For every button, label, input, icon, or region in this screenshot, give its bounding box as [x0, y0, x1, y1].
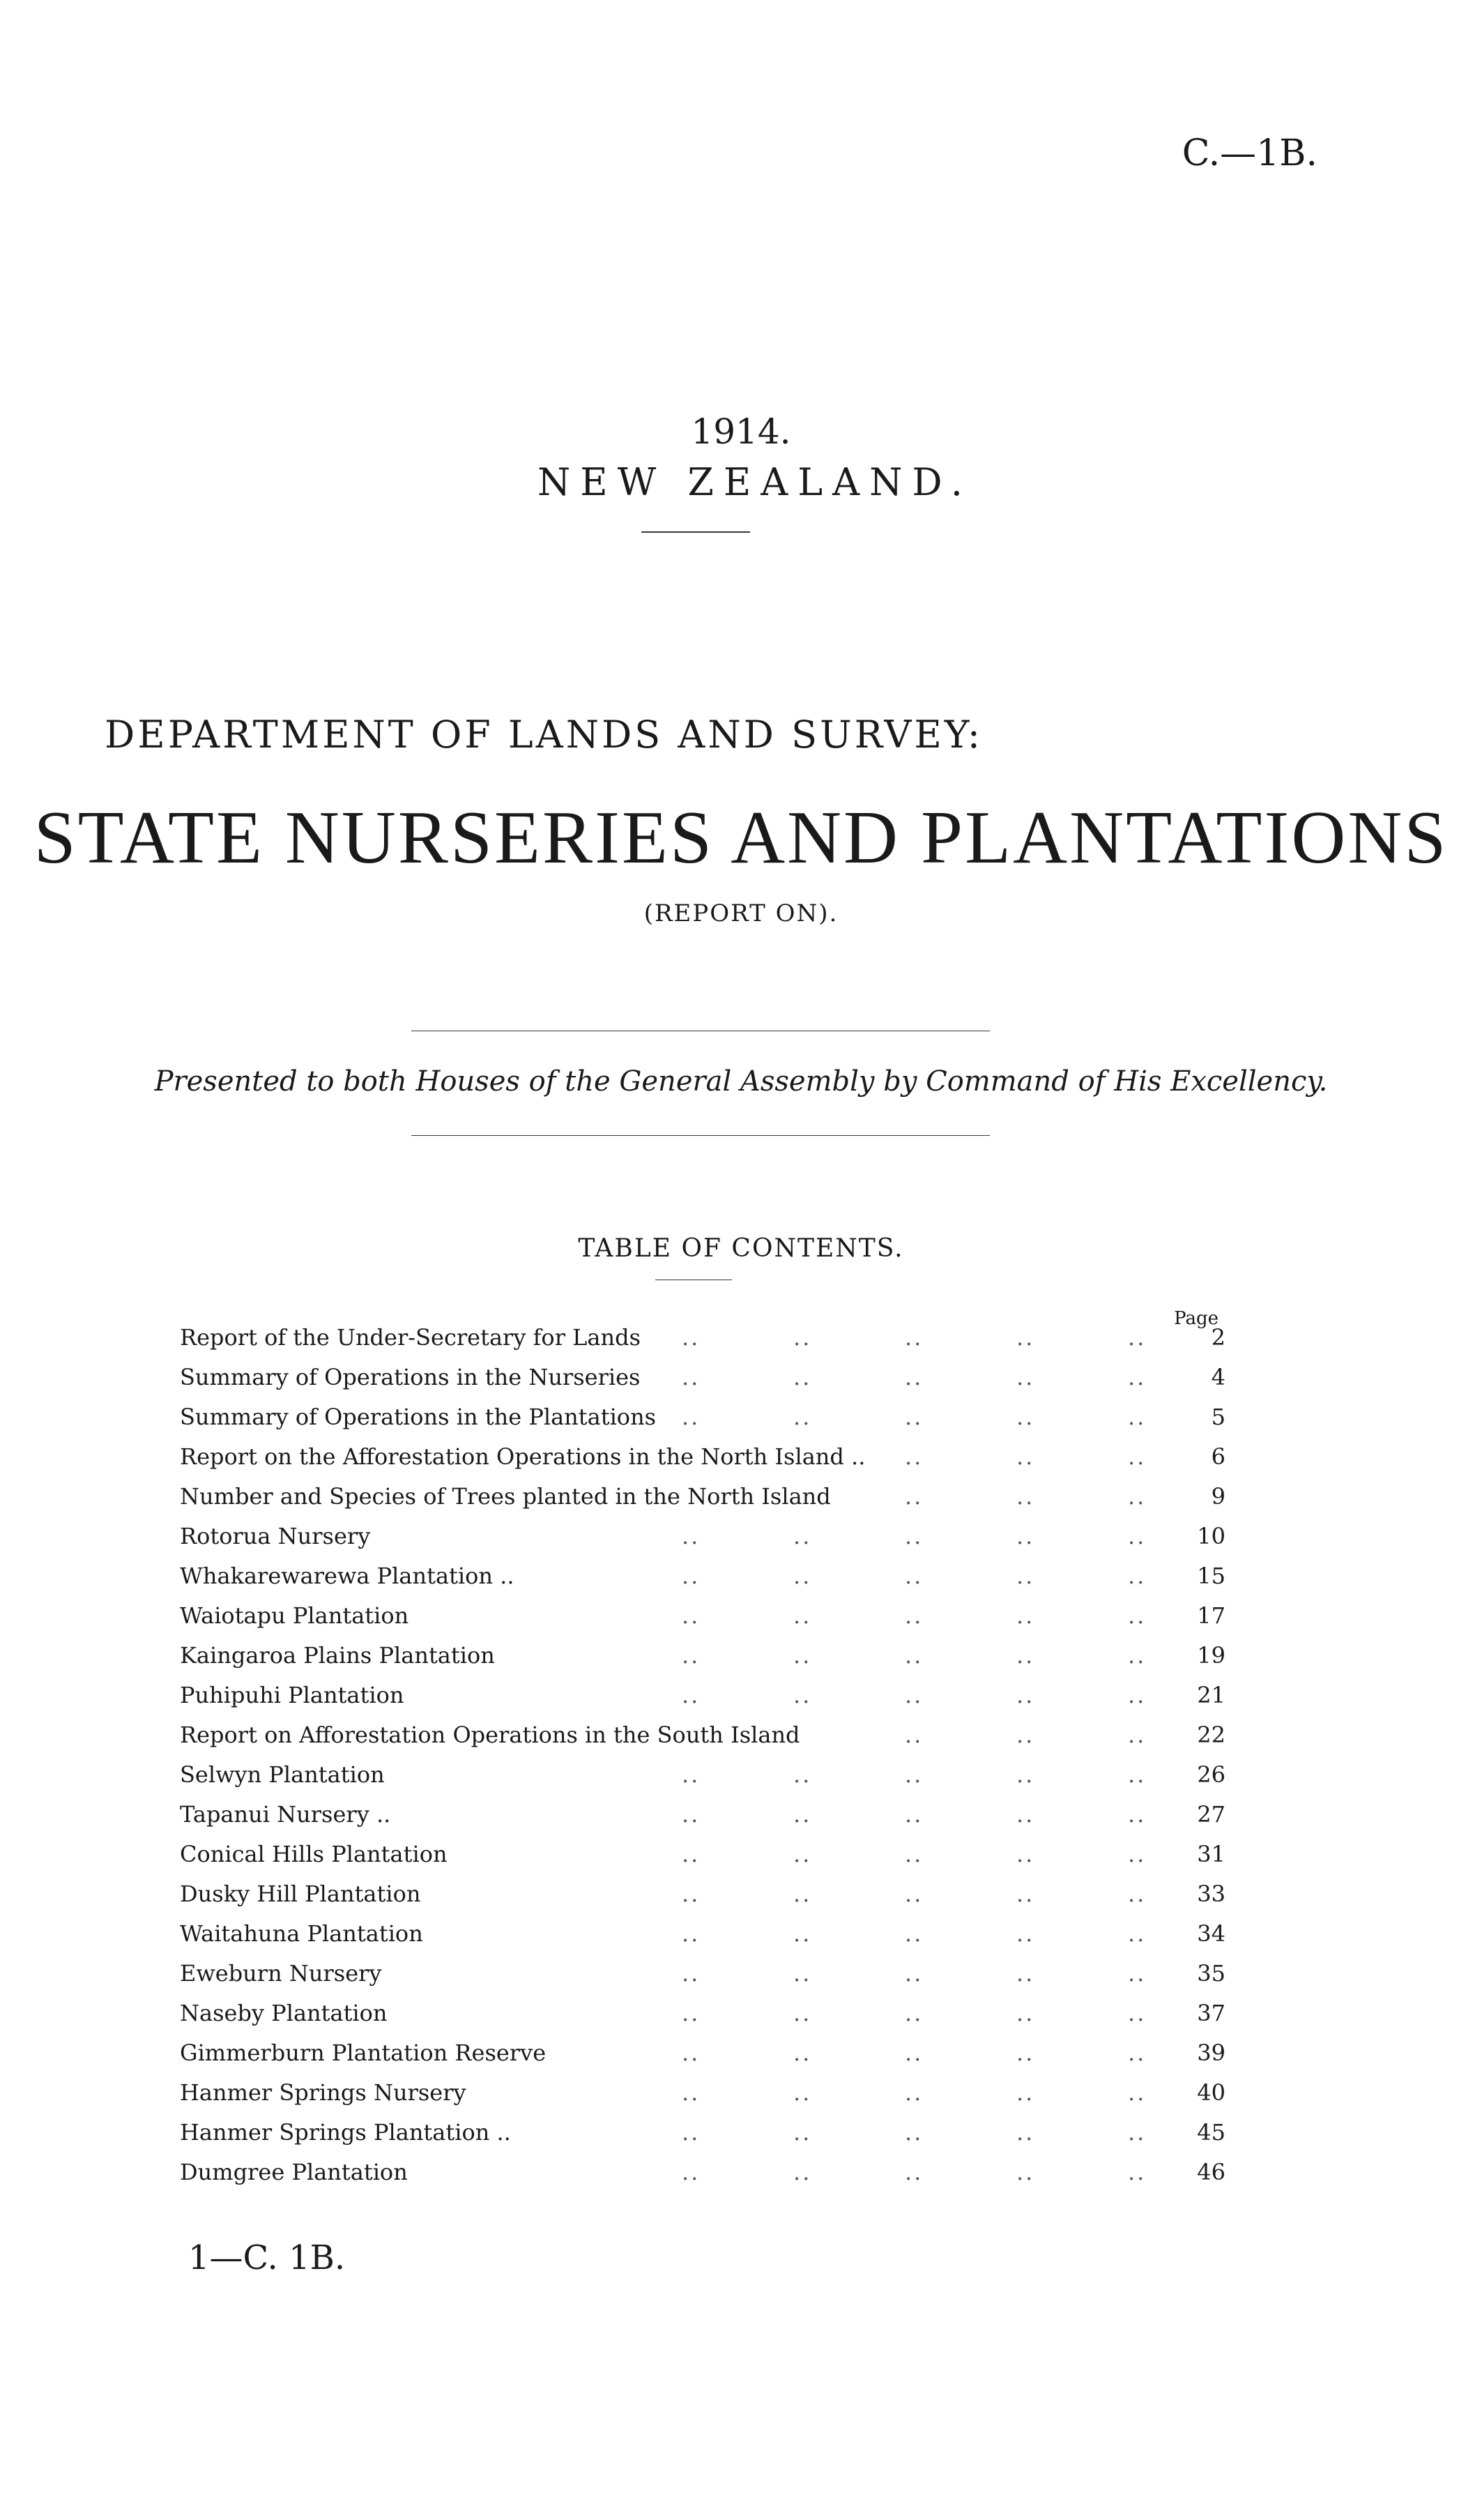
lower-divider — [411, 1135, 990, 1136]
toc-row: Report of the Under-Secretary for Lands .. .. .. .. .. 2 — [180, 1318, 1225, 1358]
toc-entry-title: Gimmerburn Plantation Reserve — [180, 2040, 547, 2066]
toc-entry-title: Naseby Plantation — [180, 2000, 388, 2026]
toc-entry-page: 15 — [1197, 1563, 1225, 1589]
page-title: STATE NURSERIES AND PLANTATIONS — [33, 796, 1449, 879]
toc-row: Number and Species of Trees planted in the North Island .. .. .. 9 — [180, 1477, 1225, 1517]
toc-heading: TABLE OF CONTENTS. — [578, 1234, 904, 1263]
toc-entry-title: Summary of Operations in the Plantations — [180, 1404, 657, 1430]
page-subtitle: (REPORT ON). — [643, 900, 839, 927]
toc-entry-page: 6 — [1211, 1443, 1225, 1470]
toc-row: Naseby Plantation .. .. .. .. .. 37 — [180, 1994, 1225, 2033]
department-heading: DEPARTMENT OF LANDS AND SURVEY: — [105, 713, 983, 757]
toc-entry-page: 40 — [1197, 2079, 1225, 2106]
toc-entry-page: 26 — [1197, 1761, 1225, 1788]
toc-entry-title: Report on the Afforestation Operations in the North Island .. — [180, 1443, 866, 1470]
toc-row: Report on Afforestation Operations in the South Island .. .. .. 22 — [180, 1715, 1225, 1755]
toc-entry-title: Selwyn Plantation — [180, 1761, 385, 1788]
toc-entry-title: Waiotapu Plantation — [180, 1602, 409, 1629]
toc-row: Kaingaroa Plains Plantation .. .. .. .. .. 19 — [180, 1636, 1225, 1676]
toc-entry-title: Whakarewarewa Plantation .. — [180, 1563, 514, 1589]
toc-entry-page: 21 — [1197, 1682, 1225, 1708]
toc-entry-page: 34 — [1197, 1920, 1225, 1947]
toc-row: Hanmer Springs Nursery .. .. .. .. .. 40 — [180, 2073, 1225, 2113]
toc-row: Rotorua Nursery .. .. .. .. .. 10 — [180, 1517, 1225, 1556]
toc-entry-title: Dusky Hill Plantation — [180, 1881, 421, 1907]
publication-year: 1914. — [691, 411, 791, 452]
toc-entry-page: 2 — [1211, 1324, 1225, 1351]
toc-row: Selwyn Plantation .. .. .. .. .. 26 — [180, 1755, 1225, 1795]
toc-entry-page: 19 — [1197, 1642, 1225, 1669]
toc-entry-title: Eweburn Nursery — [180, 1960, 382, 1987]
toc-row: Conical Hills Plantation .. .. .. .. .. 31 — [180, 1835, 1225, 1874]
toc-entry-page: 31 — [1197, 1841, 1225, 1867]
toc-entry-title: Dumgree Plantation — [180, 2159, 408, 2185]
toc-entry-title: Report on Afforestation Operations in the South Island — [180, 1722, 800, 1748]
toc-row: Eweburn Nursery .. .. .. .. .. 35 — [180, 1954, 1225, 1994]
toc-entry-title: Number and Species of Trees planted in the North Island — [180, 1483, 831, 1510]
table-of-contents — [180, 1308, 1225, 2192]
toc-entry-title: Kaingaroa Plains Plantation — [180, 1642, 495, 1669]
toc-entry-page: 45 — [1197, 2119, 1225, 2146]
toc-row: Puhipuhi Plantation .. .. .. .. .. 21 — [180, 1676, 1225, 1715]
toc-row: Summary of Operations in the Plantations .. .. .. .. .. 5 — [180, 1397, 1225, 1437]
toc-entry-page: 33 — [1197, 1881, 1225, 1907]
toc-row: Hanmer Springs Plantation .. .. .. .. .. .. 45 — [180, 2113, 1225, 2153]
toc-entry-page: 37 — [1197, 2000, 1225, 2026]
toc-entry-title: Summary of Operations in the Nurseries — [180, 1364, 641, 1390]
toc-entry-title: Conical Hills Plantation — [180, 1841, 448, 1867]
printer-signature: 1—C. 1B. — [188, 2238, 346, 2277]
toc-entry-title: Rotorua Nursery — [180, 1523, 371, 1549]
toc-entry-title: Tapanui Nursery .. — [180, 1801, 391, 1828]
toc-entry-title: Hanmer Springs Nursery — [180, 2079, 466, 2106]
title-rule — [641, 531, 750, 533]
toc-entry-page: 17 — [1197, 1602, 1225, 1629]
toc-entry-page: 10 — [1197, 1523, 1225, 1549]
toc-entry-page: 22 — [1197, 1722, 1225, 1748]
document-code: C.—1B. — [1182, 132, 1317, 174]
toc-entry-page: 35 — [1197, 1960, 1225, 1987]
toc-entry-page: 9 — [1211, 1483, 1225, 1510]
toc-entry-title: Hanmer Springs Plantation .. — [180, 2119, 511, 2146]
toc-row: Whakarewarewa Plantation .. .. .. .. .. .. 15 — [180, 1556, 1225, 1596]
toc-row: Summary of Operations in the Nurseries .. .. .. .. .. 4 — [180, 1358, 1225, 1397]
toc-row: Gimmerburn Plantation Reserve .. .. .. .. .. 39 — [180, 2033, 1225, 2073]
toc-entry-page: 4 — [1211, 1364, 1225, 1390]
country-heading: NEW ZEALAND. — [537, 460, 972, 504]
toc-list — [180, 1318, 1225, 2192]
toc-entry-title: Waitahuna Plantation — [180, 1920, 423, 1947]
presented-line: Presented to both Houses of the General Assembly by Command of His Excellency. — [154, 1065, 1328, 1098]
toc-entry-title: Puhipuhi Plantation — [180, 1682, 404, 1708]
toc-row: Dumgree Plantation .. .. .. .. .. 46 — [180, 2153, 1225, 2192]
toc-row: Report on the Afforestation Operations in the North Island .. .. .. .. 6 — [180, 1437, 1225, 1477]
toc-entry-title: Report of the Under-Secretary for Lands — [180, 1324, 641, 1351]
toc-entry-page: 39 — [1197, 2040, 1225, 2066]
toc-row: Dusky Hill Plantation .. .. .. .. .. 33 — [180, 1874, 1225, 1914]
toc-row: Tapanui Nursery .. .. .. .. .. .. 27 — [180, 1795, 1225, 1835]
toc-entry-page: 46 — [1197, 2159, 1225, 2185]
toc-entry-page: 5 — [1211, 1404, 1225, 1430]
toc-entry-page: 27 — [1197, 1801, 1225, 1828]
toc-row: Waiotapu Plantation .. .. .. .. .. 17 — [180, 1596, 1225, 1636]
toc-row: Waitahuna Plantation .. .. .. .. .. 34 — [180, 1914, 1225, 1954]
toc-page-label: Page — [1174, 1308, 1219, 1329]
